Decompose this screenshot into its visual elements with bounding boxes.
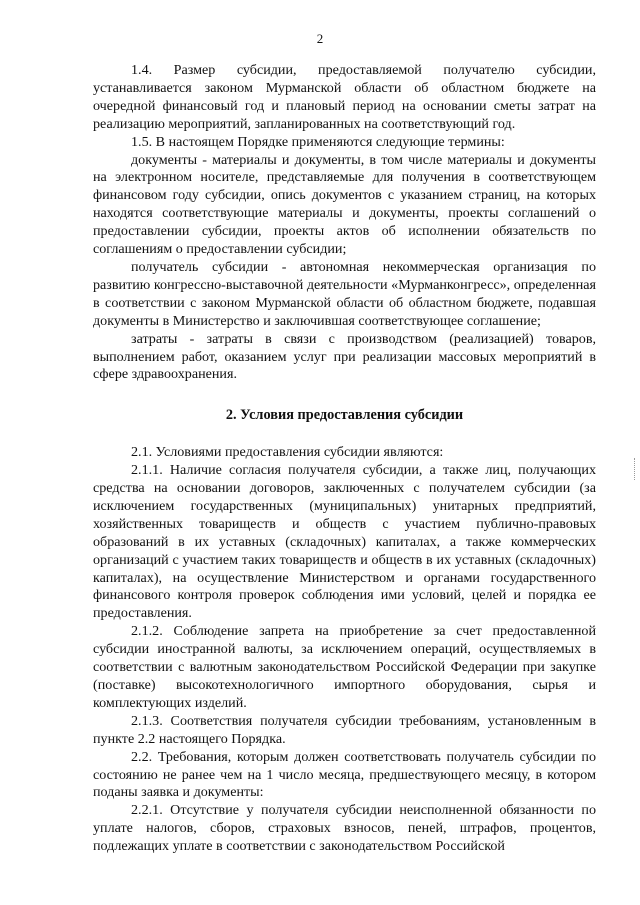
term-recipient: получатель субсидии - автономная некоммерческая организация по развитию конгрессно-выставочной деятельности «Мурманконгресс», определенная в соответствии с законом Мурманской области об областном бюджете, подавшая документы в Министерство и заключившая соответствующее соглашение; bbox=[93, 258, 596, 329]
paragraph-2-1: 2.1. Условиями предоставления субсидии являются: bbox=[131, 444, 444, 461]
scan-edge-mark bbox=[634, 458, 637, 480]
paragraph-2-1-2: 2.1.2. Соблюдение запрета на приобретение за счет предоставленной субсидии иностранной валюты, за исключением операций, осуществляемых в соответствии с валютным законодательством Российской Федерации при закупке (поставке) высокотехнологичного импортного оборудования, сырья и комплектующих изделий. bbox=[93, 623, 596, 711]
paragraph-2-2-1: 2.2.1. Отсутствие у получателя субсидии неисполненной обязанности по уплате налогов, сборов, страховых взносов, пеней, штрафов, процентов, подлежащих уплате в соответствии с законодательством Российской bbox=[93, 802, 596, 855]
section-heading: 2. Условия предоставления субсидии bbox=[225, 407, 464, 424]
paragraph-1-5: 1.5. В настоящем Порядке применяются следующие термины: bbox=[131, 133, 505, 150]
term-costs: затраты - затраты в связи с производством (реализацией) товаров, выполнением работ, оказанием услуг при реализации массовых мероприятий в сфере здравоохранения. bbox=[93, 330, 596, 383]
paragraph-2-1-3: 2.1.3. Соответствия получателя субсидии требованиям, установленным в пункте 2.2 настоящего Порядка. bbox=[93, 712, 596, 747]
page-number: 2 bbox=[316, 31, 324, 46]
document-body bbox=[93, 62, 596, 856]
term-documents: документы - материалы и документы, в том числе материалы и документы на электронном носителе, представляемые для получения в соответствующем финансовом году субсидии, опись документов с указанием страниц, на которых находятся соответствующие материалы и документы, проекты соглашений о предоставлении субсидии, проекты актов об исполнении обязательств по соглашениям о предоставлении субсидии; bbox=[93, 151, 596, 258]
paragraph-1-4: 1.4. Размер субсидии, предоставляемой получателю субсидии, устанавливается законом Мурманской области об областном бюджете на очередной финансовый год и плановый период на основании сметы затрат на реализацию мероприятий, запланированных на соответствующий год. bbox=[93, 62, 596, 132]
paragraph-2-1-1: 2.1.1. Наличие согласия получателя субсидии, а также лиц, получающих средства на основании договоров, заключенных с получателем субсидии (за исключением государственных (муниципальных) унитарных предприятий, хозяйственных товариществ и обществ с участием публично-правовых образований в их уставных (складочных) капиталах, а также коммерческих организаций с участием таких товариществ и обществ в их уставных (складочных) капиталах), на осуществление Министерством и органами государственного финансового контроля проверок соблюдения ими условий, целей и порядка ее предоставления. bbox=[93, 462, 596, 622]
paragraph-2-2: 2.2. Требования, которым должен соответствовать получатель субсидии по состоянию не ранее чем на 1 число месяца, предшествующего месяцу, в котором поданы заявка и документы: bbox=[93, 748, 596, 801]
